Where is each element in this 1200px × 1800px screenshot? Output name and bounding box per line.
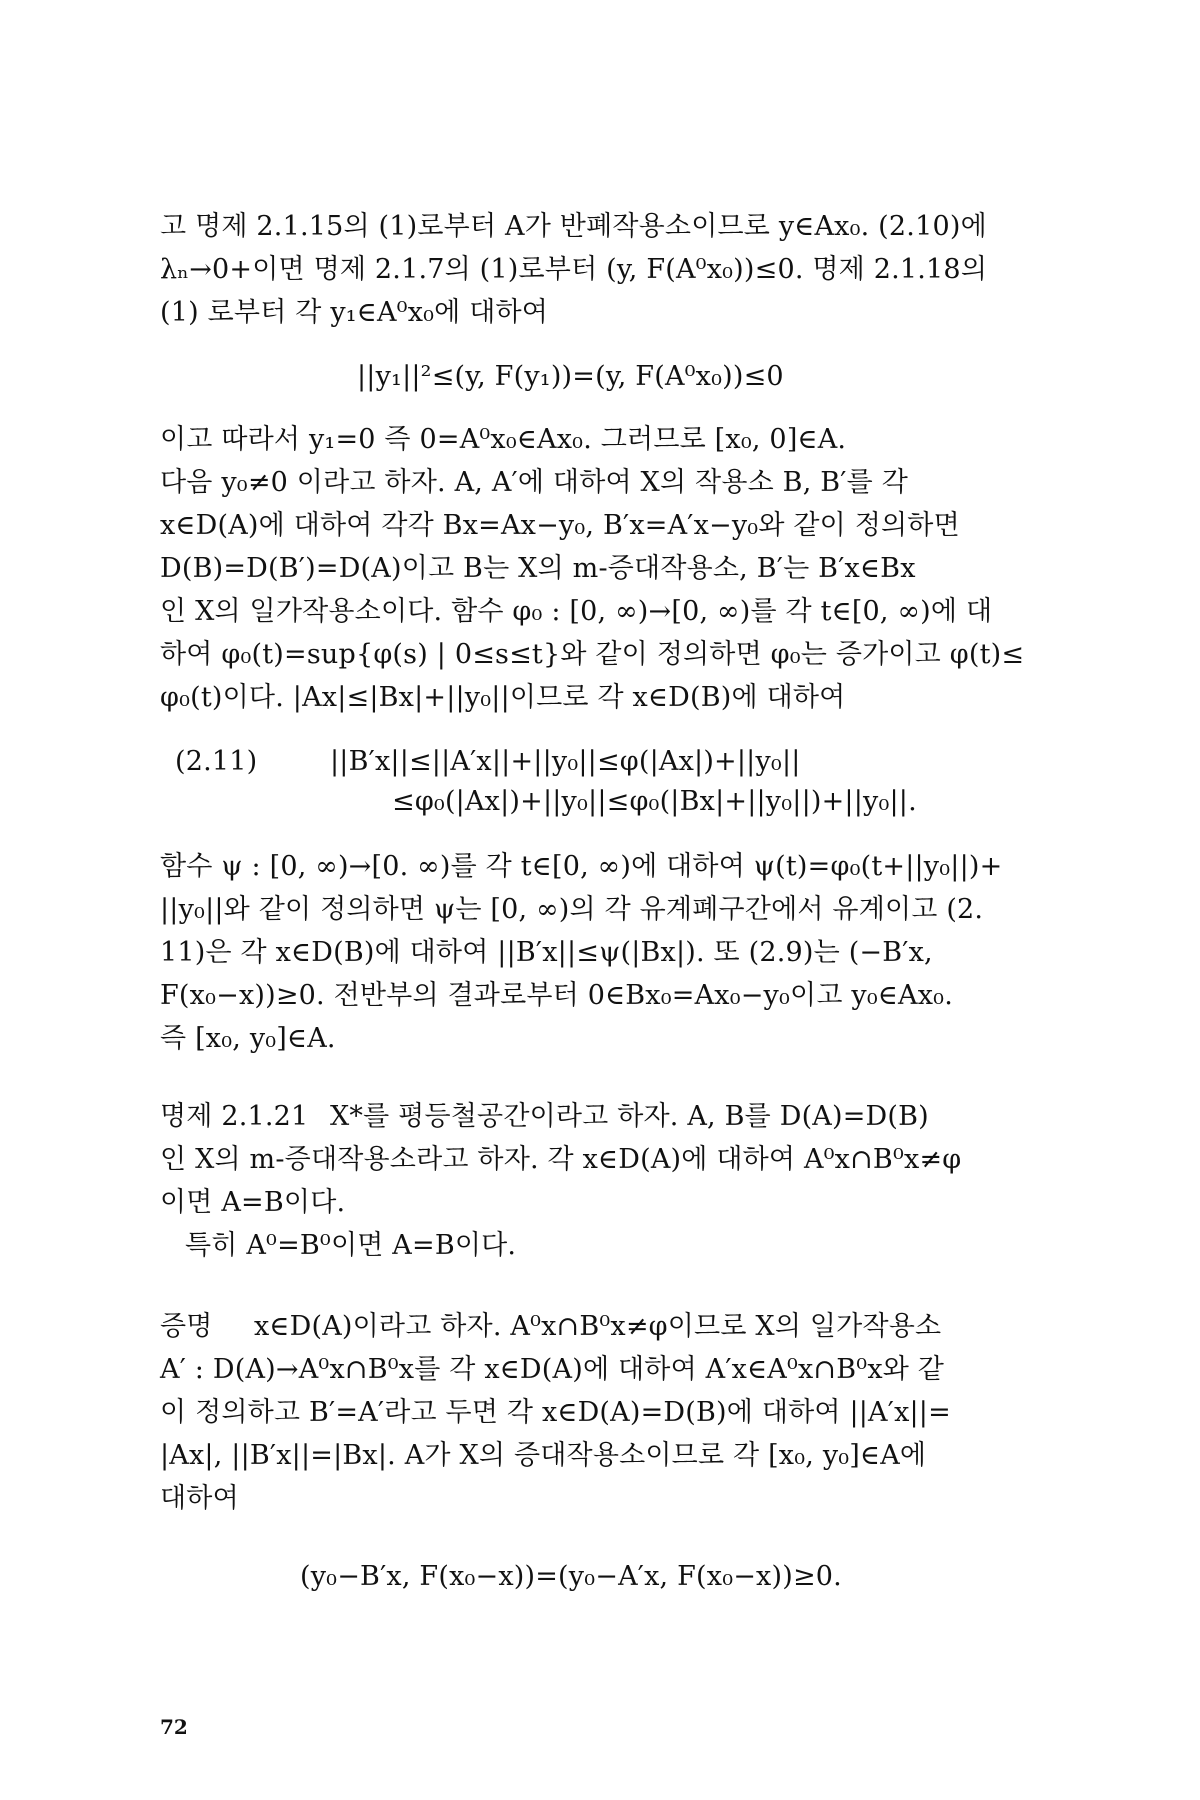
equation-label: (2.11): [175, 746, 258, 777]
text-line: x∈D(A)에 대하여 각각 Bx=Ax−y₀, B′x=A′x−y₀와 같이 정의하면: [160, 510, 960, 541]
text-line: 고 명제 2.1.15의 (1)로부터 A가 반폐작용소이므로 y∈Ax₀. (2.10)에: [160, 211, 987, 242]
text-line: 이면 A=B이다.: [160, 1187, 346, 1218]
equation: (y₀−B′x, F(x₀−x))=(y₀−A′x, F(x₀−x))≥0.: [300, 1561, 842, 1592]
text-line: x∈D(A)이라고 하자. A⁰x∩B⁰x≠φ이므로 X의 일가작용소: [254, 1311, 942, 1342]
text-line: |Ax|, ||B′x||=|Bx|. A가 X의 증대작용소이므로 각 [x₀, y₀]∈A에: [160, 1440, 927, 1471]
text-line: ||y₀||와 같이 정의하면 ψ는 [0, ∞)의 각 유계폐구간에서 유계이고 (2.: [160, 894, 984, 925]
text-line: 함수 ψ : [0, ∞)→[0. ∞)를 각 t∈[0, ∞)에 대하여 ψ(t)=φ₀(t+||y₀||)+: [160, 851, 1003, 882]
equation: ||B′x||≤||A′x||+||y₀||≤φ(|Ax|)+||y₀||: [330, 746, 801, 777]
text-line: φ₀(t)이다. |Ax|≤|Bx|+||y₀||이므로 각 x∈D(B)에 대하여: [160, 682, 846, 713]
text-line: 인 X의 m-증대작용소라고 하자. 각 x∈D(A)에 대하여 A⁰x∩B⁰x≠φ: [160, 1144, 962, 1175]
text-line: A′ : D(A)→A⁰x∩B⁰x를 각 x∈D(A)에 대하여 A′x∈A⁰x∩B⁰x와 같: [160, 1354, 945, 1385]
text-line: 이 정의하고 B′=A′라고 두면 각 x∈D(A)=D(B)에 대하여 ||A′x||=: [160, 1397, 951, 1428]
text-line: 인 X의 일가작용소이다. 함수 φ₀ : [0, ∞)→[0, ∞)를 각 t∈[0, ∞)에 대: [160, 596, 993, 627]
text-line: 다음 y₀≠0 이라고 하자. A, A′에 대하여 X의 작용소 B, B′를 각: [160, 467, 908, 498]
text-line: 대하여: [160, 1483, 239, 1514]
text-line: X*를 평등철공간이라고 하자. A, B를 D(A)=D(B): [330, 1101, 929, 1132]
page-number: 72: [160, 1715, 188, 1739]
text-line: 특히 A⁰=B⁰이면 A=B이다.: [185, 1230, 517, 1261]
text-line: D(B)=D(B′)=D(A)이고 B는 X의 m-증대작용소, B′는 B′x∈Bx: [160, 553, 916, 584]
text-line: (1) 로부터 각 y₁∈A⁰x₀에 대하여: [160, 297, 549, 328]
text-line: 즉 [x₀, y₀]∈A.: [160, 1023, 336, 1054]
text-line: λₙ→0+이면 명제 2.1.7의 (1)로부터 (y, F(A⁰x₀))≤0. 명제 2.1.18의: [160, 254, 988, 285]
equation: ||y₁||²≤(y, F(y₁))=(y, F(A⁰x₀))≤0: [357, 361, 784, 392]
text-line: 이고 따라서 y₁=0 즉 0=A⁰x₀∈Ax₀. 그러므로 [x₀, 0]∈A.: [160, 424, 847, 455]
proof-label: 증명: [160, 1311, 213, 1342]
text-line: 11)은 각 x∈D(B)에 대하여 ||B′x||≤ψ(|Bx|). 또 (2.9)는 (−B′x,: [160, 937, 933, 968]
equation: ≤φ₀(|Ax|)+||y₀||≤φ₀(|Bx|+||y₀||)+||y₀||.: [392, 786, 917, 817]
theorem-label: 명제 2.1.21: [160, 1101, 309, 1132]
text-line: 하여 φ₀(t)=sup{φ(s) | 0≤s≤t}와 같이 정의하면 φ₀는 증가이고 φ(t)≤: [160, 639, 1025, 670]
text-line: F(x₀−x))≥0. 전반부의 결과로부터 0∈Bx₀=Ax₀−y₀이고 y₀∈Ax₀.: [160, 980, 953, 1011]
